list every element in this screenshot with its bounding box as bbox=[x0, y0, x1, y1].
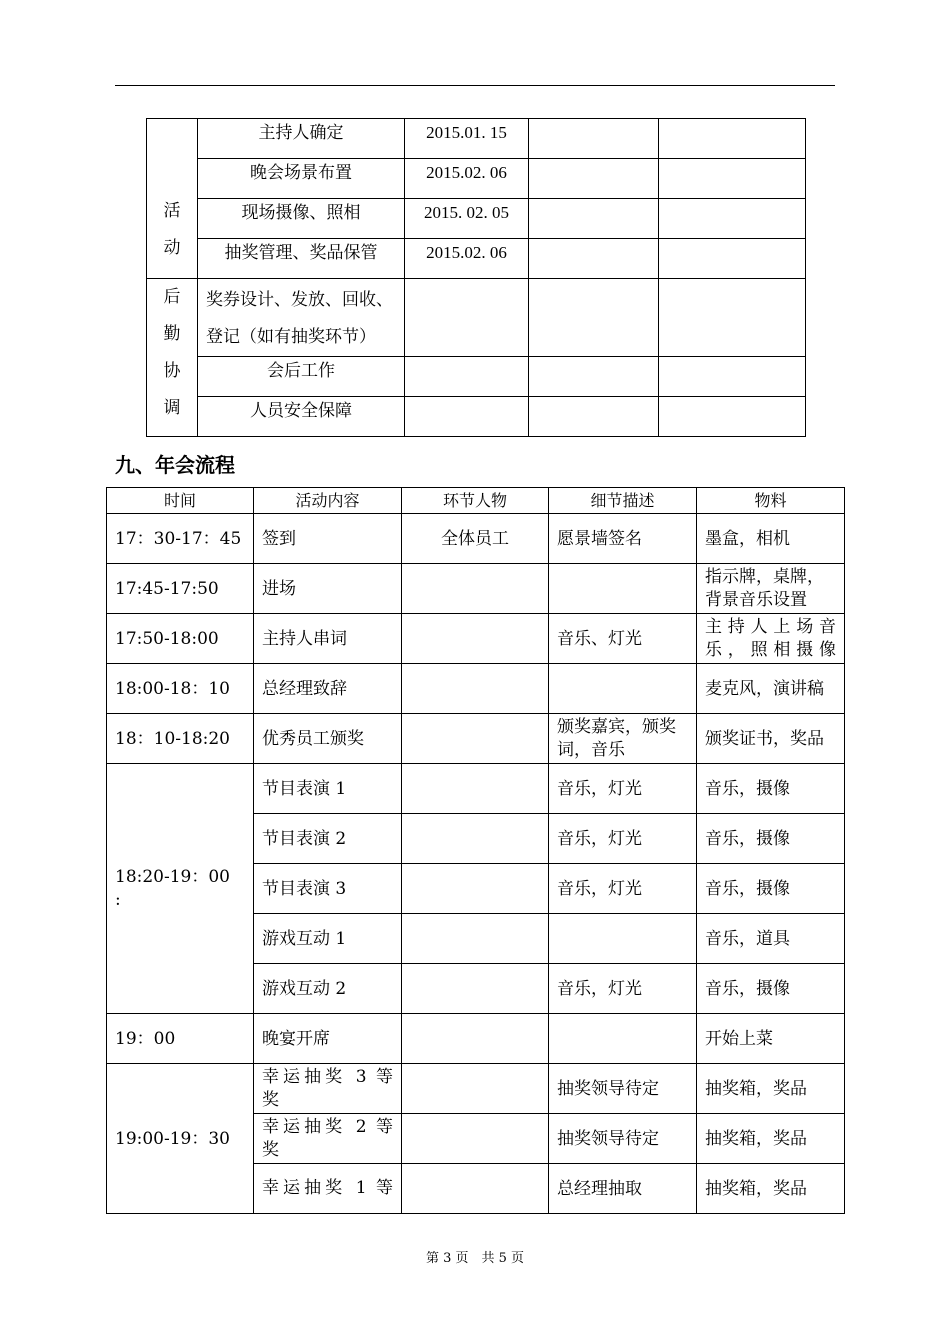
detail-cell: 音乐，灯光 bbox=[549, 864, 697, 914]
section-heading: 九、年会流程 bbox=[115, 453, 235, 477]
content-cell: 节目表演 3 bbox=[254, 864, 402, 914]
person-cell bbox=[402, 714, 549, 764]
content-cell: 幸运抽奖 1 等 bbox=[254, 1164, 402, 1214]
header-rule bbox=[115, 85, 835, 86]
material-cell: 音乐，摄像 bbox=[697, 764, 845, 814]
table-row bbox=[107, 514, 845, 564]
content-cell: 节目表演 1 bbox=[254, 764, 402, 814]
empty-cell bbox=[405, 357, 529, 397]
material-cell: 指示牌，桌牌，背景音乐设置 bbox=[697, 564, 845, 614]
header-material: 物料 bbox=[697, 488, 845, 514]
section-label-activity: 活 动 bbox=[147, 119, 198, 279]
time-cell: 17：30-17：45 bbox=[107, 514, 254, 564]
task-cell: 晚会场景布置 bbox=[198, 159, 405, 199]
content-cell: 总经理致辞 bbox=[254, 664, 402, 714]
material-cell: 音乐，摄像 bbox=[697, 964, 845, 1014]
person-cell bbox=[402, 1014, 549, 1064]
task-cell: 抽奖管理、奖品保管 bbox=[198, 239, 405, 279]
table-header-row bbox=[107, 488, 845, 514]
time-cell: 17:50-18:00 bbox=[107, 614, 254, 664]
annual-meeting-flow-table bbox=[106, 487, 845, 1214]
material-cell: 抽奖箱，奖品 bbox=[697, 1164, 845, 1214]
task-cell: 主持人确定 bbox=[198, 119, 405, 159]
material-cell: 主持人上场音乐，照相摄像 bbox=[697, 614, 845, 664]
empty-cell bbox=[529, 159, 659, 199]
date-cell: 2015. 02. 05 bbox=[405, 199, 529, 239]
detail-cell: 音乐，灯光 bbox=[549, 814, 697, 864]
table-row bbox=[147, 119, 806, 159]
section-label-logistics: 后 勤 协 调 bbox=[147, 279, 198, 437]
empty-cell bbox=[659, 279, 806, 357]
detail-cell: 抽奖领导待定 bbox=[549, 1114, 697, 1164]
person-cell bbox=[402, 564, 549, 614]
date-cell: 2015.02. 06 bbox=[405, 239, 529, 279]
table-row bbox=[107, 564, 845, 614]
task-cell: 会后工作 bbox=[198, 357, 405, 397]
time-cell: 18：10-18:20 bbox=[107, 714, 254, 764]
person-cell bbox=[402, 1064, 549, 1114]
task-cell: 人员安全保障 bbox=[198, 397, 405, 437]
material-cell: 颁奖证书，奖品 bbox=[697, 714, 845, 764]
time-cell: 19：00 bbox=[107, 1014, 254, 1064]
logistics-table bbox=[146, 118, 806, 437]
material-cell: 音乐，道具 bbox=[697, 914, 845, 964]
table-row bbox=[107, 664, 845, 714]
content-cell: 主持人串词 bbox=[254, 614, 402, 664]
table-row bbox=[107, 614, 845, 664]
table-row bbox=[147, 397, 806, 437]
date-cell: 2015.01. 15 bbox=[405, 119, 529, 159]
content-cell: 优秀员工颁奖 bbox=[254, 714, 402, 764]
table-row bbox=[107, 764, 845, 814]
time-cell: 19:00-19：30 bbox=[107, 1064, 254, 1214]
detail-cell: 愿景墙签名 bbox=[549, 514, 697, 564]
detail-cell: 抽奖领导待定 bbox=[549, 1064, 697, 1114]
empty-cell bbox=[529, 239, 659, 279]
material-cell: 音乐，摄像 bbox=[697, 814, 845, 864]
material-cell: 麦克风，演讲稿 bbox=[697, 664, 845, 714]
page-footer: 第 3 页 共 5 页 bbox=[425, 1251, 525, 1266]
time-cell: 17:45-17:50 bbox=[107, 564, 254, 614]
material-cell: 抽奖箱，奖品 bbox=[697, 1114, 845, 1164]
person-cell bbox=[402, 764, 549, 814]
content-cell: 幸运抽奖 3 等 奖 bbox=[254, 1064, 402, 1114]
person-cell bbox=[402, 664, 549, 714]
material-cell: 墨盒，相机 bbox=[697, 514, 845, 564]
person-cell bbox=[402, 1114, 549, 1164]
material-cell: 开始上菜 bbox=[697, 1014, 845, 1064]
person-cell bbox=[402, 814, 549, 864]
table-row bbox=[107, 1014, 845, 1064]
table-row bbox=[107, 714, 845, 764]
empty-cell bbox=[659, 119, 806, 159]
detail-cell bbox=[549, 1014, 697, 1064]
empty-cell bbox=[659, 199, 806, 239]
empty-cell bbox=[659, 159, 806, 199]
detail-cell bbox=[549, 664, 697, 714]
material-cell: 音乐，摄像 bbox=[697, 864, 845, 914]
header-time: 时间 bbox=[107, 488, 254, 514]
task-cell: 奖券设计、发放、回收、 登记（如有抽奖环节） bbox=[198, 279, 405, 357]
content-cell: 游戏互动 1 bbox=[254, 914, 402, 964]
person-cell bbox=[402, 614, 549, 664]
detail-cell: 音乐，灯光 bbox=[549, 964, 697, 1014]
time-cell: 18:00-18：10 bbox=[107, 664, 254, 714]
detail-cell bbox=[549, 564, 697, 614]
person-cell bbox=[402, 964, 549, 1014]
empty-cell bbox=[529, 119, 659, 159]
empty-cell bbox=[529, 397, 659, 437]
table-row bbox=[147, 199, 806, 239]
person-cell bbox=[402, 914, 549, 964]
content-cell: 幸运抽奖 2 等 奖 bbox=[254, 1114, 402, 1164]
table-row bbox=[147, 159, 806, 199]
content-cell: 进场 bbox=[254, 564, 402, 614]
content-cell: 节目表演 2 bbox=[254, 814, 402, 864]
empty-cell bbox=[659, 397, 806, 437]
header-person: 环节人物 bbox=[402, 488, 549, 514]
empty-cell bbox=[405, 397, 529, 437]
person-cell bbox=[402, 864, 549, 914]
empty-cell bbox=[529, 279, 659, 357]
content-cell: 签到 bbox=[254, 514, 402, 564]
empty-cell bbox=[405, 279, 529, 357]
detail-cell: 总经理抽取 bbox=[549, 1164, 697, 1214]
table-row bbox=[147, 239, 806, 279]
table-row bbox=[147, 279, 806, 357]
content-cell: 游戏互动 2 bbox=[254, 964, 402, 1014]
header-content: 活动内容 bbox=[254, 488, 402, 514]
date-cell: 2015.02. 06 bbox=[405, 159, 529, 199]
detail-cell bbox=[549, 914, 697, 964]
empty-cell bbox=[659, 239, 806, 279]
task-cell: 现场摄像、照相 bbox=[198, 199, 405, 239]
time-cell: 18:20-19：00 : bbox=[107, 764, 254, 1014]
content-cell: 晚宴开席 bbox=[254, 1014, 402, 1064]
table-row bbox=[107, 1064, 845, 1114]
header-detail: 细节描述 bbox=[549, 488, 697, 514]
empty-cell bbox=[529, 357, 659, 397]
detail-cell: 颁奖嘉宾，颁奖词，音乐 bbox=[549, 714, 697, 764]
table-row bbox=[147, 357, 806, 397]
person-cell: 全体员工 bbox=[402, 514, 549, 564]
empty-cell bbox=[659, 357, 806, 397]
detail-cell: 音乐，灯光 bbox=[549, 764, 697, 814]
detail-cell: 音乐、灯光 bbox=[549, 614, 697, 664]
empty-cell bbox=[529, 199, 659, 239]
material-cell: 抽奖箱，奖品 bbox=[697, 1064, 845, 1114]
person-cell bbox=[402, 1164, 549, 1214]
